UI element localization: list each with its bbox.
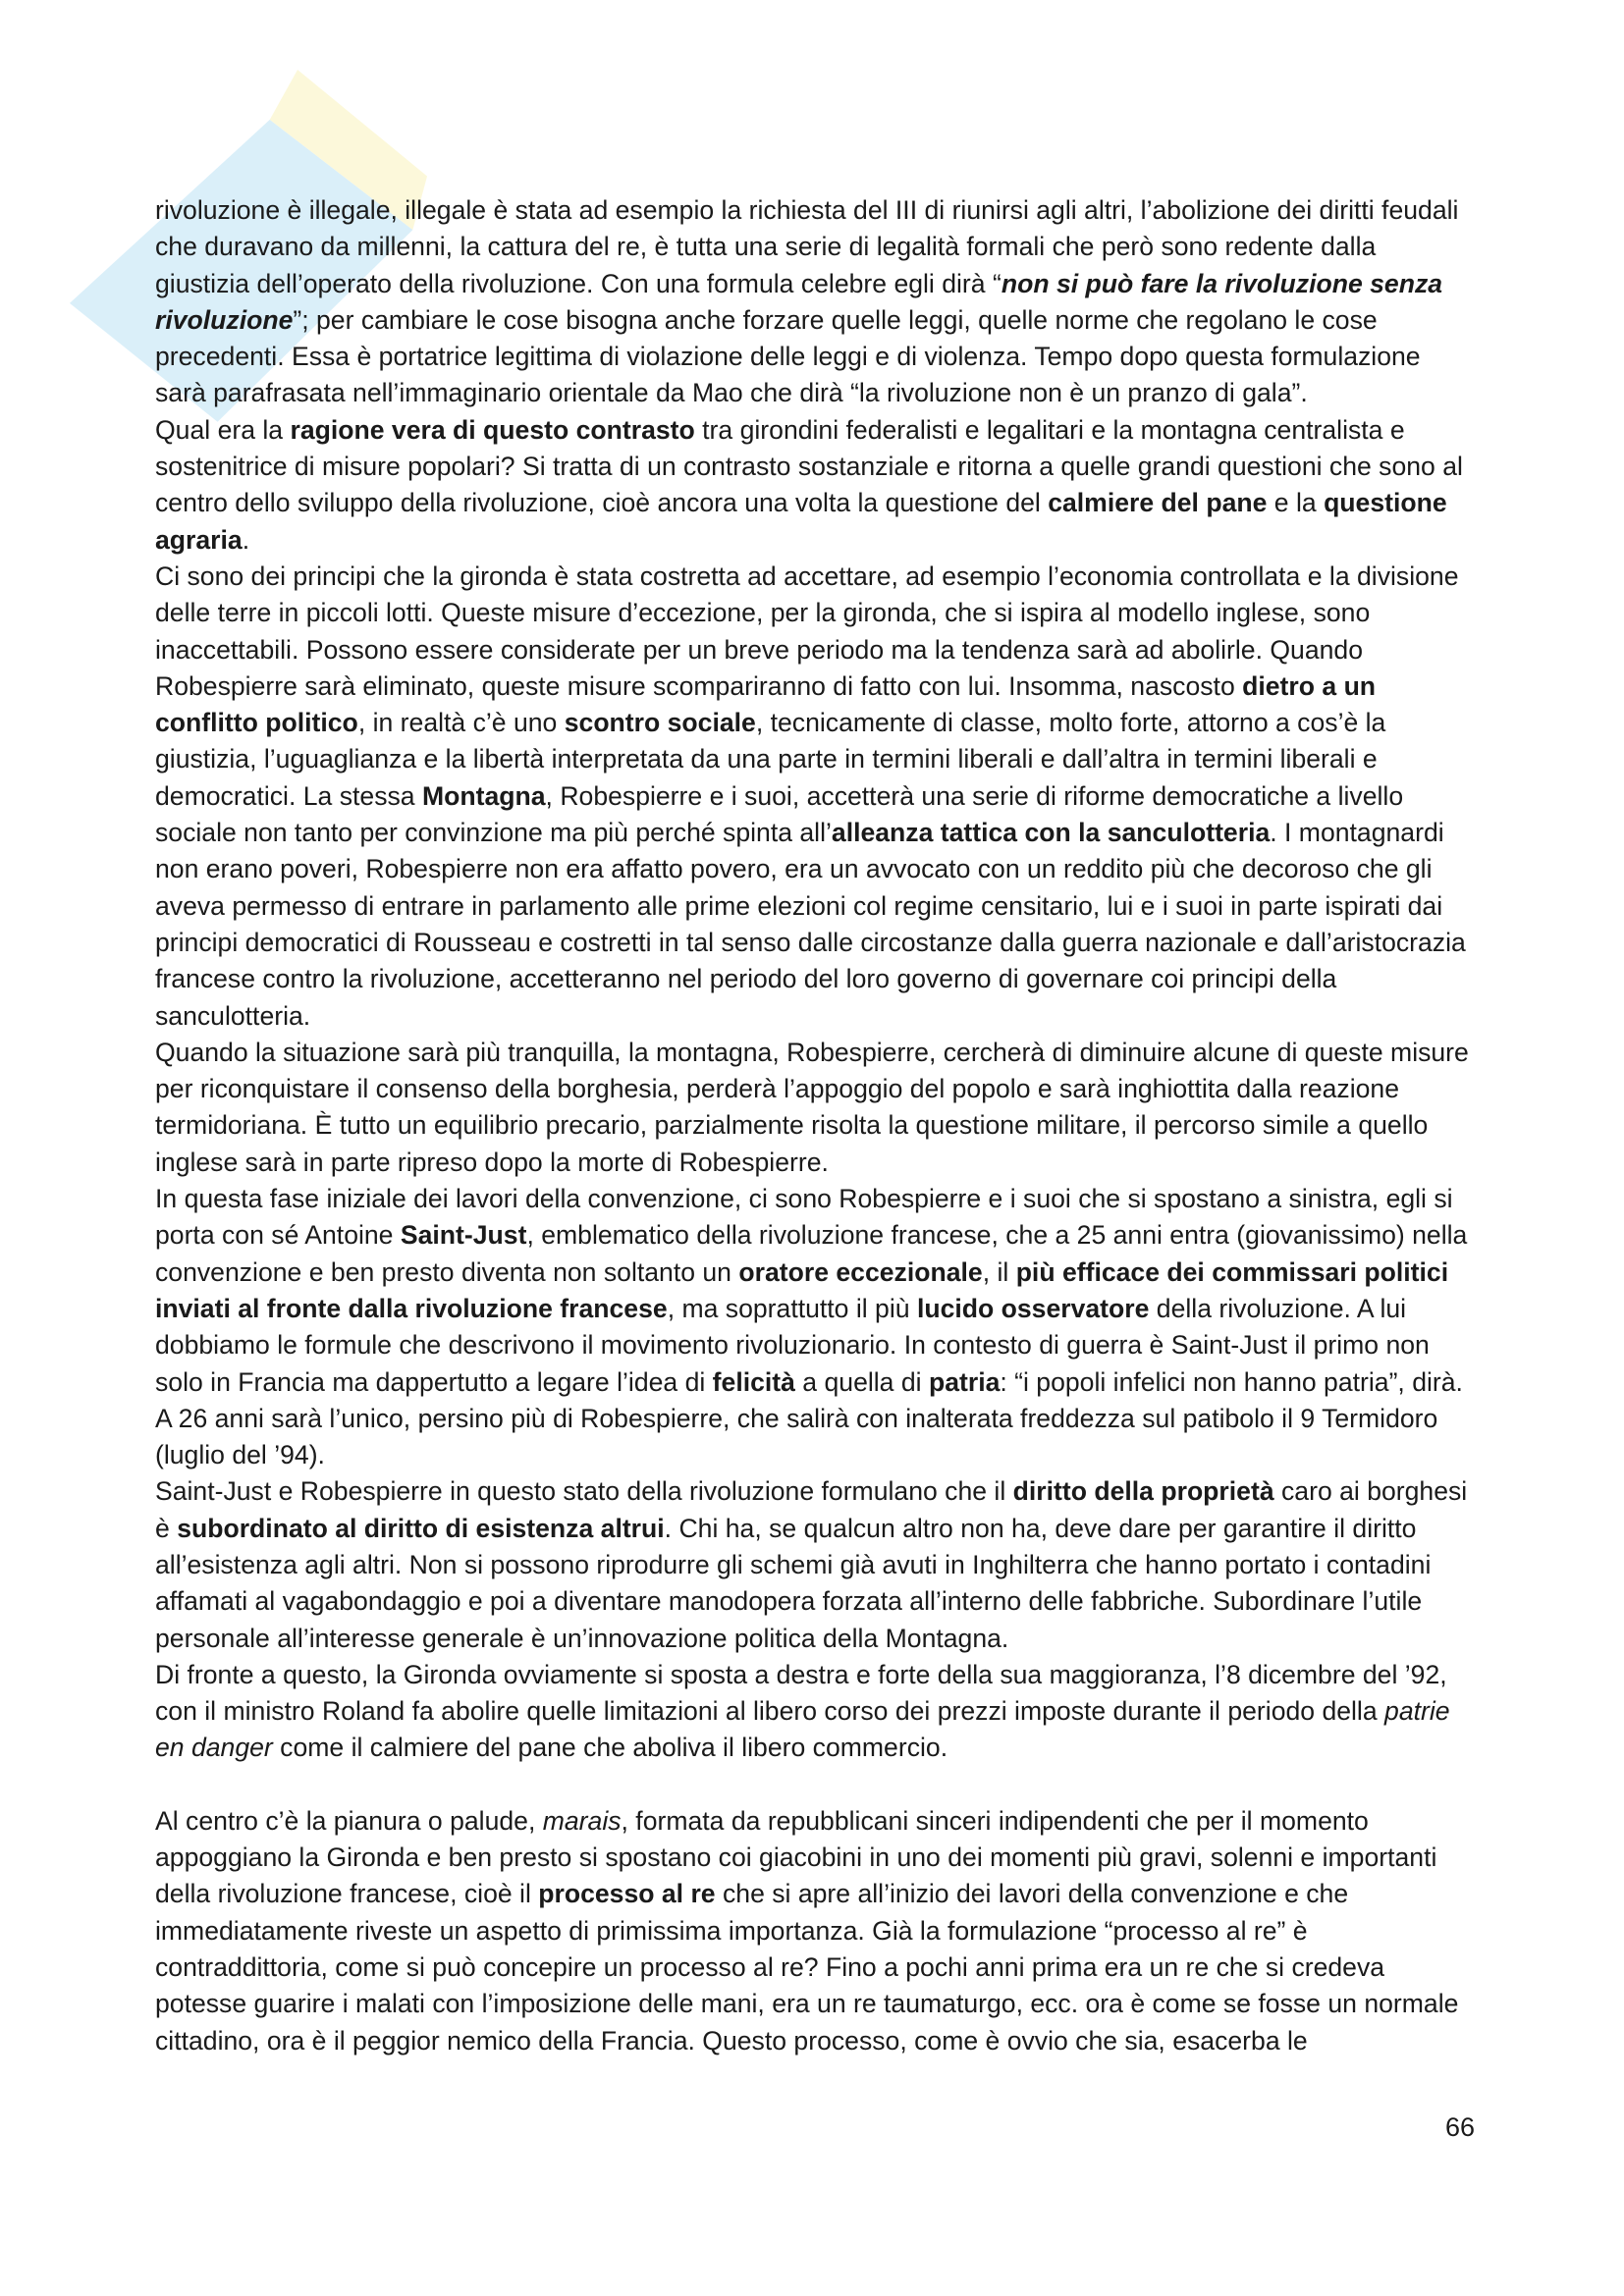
text-run: : “i popoli infelici non hanno patria”, dirà. A 26 anni sarà l’unico, persino più di Robespierre, che salirà con inalterata freddezza sul patibolo il 9 Termidoro (luglio del ’94). [155,1366,1463,1470]
italic-text: patrie en danger [155,1696,1450,1763]
paragraph [155,559,1473,1035]
text-run: come il calmiere del pane che aboliva il libero commercio. [272,1733,948,1763]
text-run: , ma soprattutto il più [667,1293,917,1323]
text-run: caro ai borghesi è [155,1476,1468,1543]
text-run: . I montagnardi non erano poveri, Robespierre non era affatto povero, era un avvocato con un reddito più che decoroso che gli aveva permesso di entrare in parlamento alle prime elezioni col regime censitario, lui e i suoi in parte ispirati dai principi democratici di Rousseau e costretti in tal senso dalle circostanze dalla guerra nazionale e dall’aristocrazia francese contro la rivoluzione, accetteranno nel periodo del loro governo di governare coi principi della sanculotteria. [155,818,1466,1031]
text-run: Qual era la [155,414,291,445]
bold-text: oratore eccezionale [738,1256,983,1287]
text-run: In questa fase iniziale dei lavori della convenzione, ci sono Robespierre e i suoi che si spostano a sinistra, egli si porta con sé Antoine [155,1184,1453,1251]
paragraph [155,1035,1473,1181]
text-run: , emblematico della rivoluzione francese, che a 25 anni entra (giovanissimo) nella convenzione e ben presto diventa non soltanto un [155,1220,1468,1287]
text-run: , in realtà c’è uno [357,708,565,738]
bold-text: più efficace dei commissari politici inviati al fronte dalla rivoluzione francese [155,1256,1449,1323]
bold-text: patria [928,1366,1001,1397]
paragraph [155,192,1473,412]
text-run: tra girondini federalisti e legalitari e la montagna centralista e sostenitrice di misure popolari? Si tratta di un contrasto sostanziale e ritorna a quelle grandi questioni che sono al centro dello sviluppo della rivoluzione, cioè ancora una volta la questione del [155,414,1463,518]
text-run: e la [1267,488,1325,518]
text-run: , tecnicamente di classe, molto forte, attorno a cos’è la giustizia, l’uguaglianza e la libertà interpretata da una parte in termini liberali e dall’altra in termini liberali e democratici. La stessa [155,708,1386,811]
page-number: 66 [1444,2112,1475,2142]
page-text [155,192,1473,2059]
bold-text: lucido osservatore [916,1293,1150,1323]
bold-text: questione agraria [155,488,1447,555]
text-run: rivoluzione è illegale, illegale è stata ad esempio la richiesta del III di riunirsi agli altri, l’abolizione dei diritti feudali che duravano da millenni, la cattura del re, è tutta una serie di legalità formali che però sono redente dalla giustizia dell’operato della rivoluzione. Con una formula celebre egli dirà “ [155,195,1459,298]
bold-text: ragione vera di questo contrasto [290,414,695,445]
text-run: . Chi ha, se qualcun altro non ha, deve dare per garantire il diritto all’esistenza agli altri. Non si possono riprodurre gli schemi già avuti in Inghilterra che hanno portato i contadini affamati al vagabondaggio e poi a diventare manodopera forzata all’interno delle fabbriche. Subordinare l’utile personale all’interesse generale è un’innovazione politica della Montagna. [155,1513,1432,1653]
text-run: della rivoluzione. A lui dobbiamo le formule che descrivono il movimento rivoluzionario. In contesto di guerra è Saint-Just il primo non solo in Francia ma dappertutto a legare l’idea di [155,1293,1430,1397]
bold-text: Saint-Just [400,1220,527,1251]
text-run: . [242,524,250,555]
bold-text: diritto della proprietà [1012,1476,1274,1507]
paragraph [155,1657,1473,1767]
bold-text: felicità [712,1366,795,1397]
bold-text: subordinato al diritto di esistenza altrui [177,1513,665,1543]
bold-text: scontro sociale [564,708,756,738]
bold-text: dietro a un conflitto politico [155,670,1377,738]
text-run: ”; per cambiare le cose bisogna anche forzare quelle leggi, quelle norme che regolano le cose precedenti. Essa è portatrice legittima di violazione delle leggi e di violenza. Tempo dopo questa formulazione sarà parafrasata nell’immaginario orientale da Mao che dirà “la rivoluzione non è un pranzo di gala”. [155,304,1421,408]
paragraph [155,1473,1473,1656]
paragraph [155,412,1473,559]
text-run: Quando la situazione sarà più tranquilla, la montagna, Robespierre, cercherà di diminuire alcune di queste misure per riconquistare il consenso della borghesia, perderà l’appoggio del popolo e sarà inghiottita dalla reazione termidoriana. È tutto un equilibrio precario, parzialmente risolta la questione militare, il percorso simile a quello inglese sarà in parte ripreso dopo la morte di Robespierre. [155,1037,1469,1177]
text-run: Di fronte a questo, la Gironda ovviamente si sposta a destra e forte della sua maggioranza, l’8 dicembre del ’92, con il ministro Roland fa abolire quelle limitazioni al libero corso dei prezzi imposte durante il periodo della [155,1659,1447,1727]
bold-text: processo al re [538,1879,716,1909]
bold-text: calmiere del pane [1048,488,1268,518]
bold-text: Montagna [421,780,546,811]
paragraph-spacer [155,1767,1473,1803]
text-run: , formata da repubblicani sinceri indipendenti che per il momento appoggiano la Gironda e ben presto si spostano coi giacobini in uno dei momenti più gravi, solenni e importanti della rivoluzione francese, cioè il [155,1805,1437,1909]
bold-italic-text: non si può fare la rivoluzione senza rivoluzione [155,268,1443,335]
text-run: a quella di [794,1366,929,1397]
text-run: Saint-Just e Robespierre in questo stato della rivoluzione formulano che il [155,1476,1013,1507]
paragraph [155,1181,1473,1473]
text-run: , Robespierre e i suoi, accetterà una serie di riforme democratiche a livello sociale non tanto per convinzione ma più perché spinta all’ [155,780,1404,848]
bold-text: alleanza tattica con la sanculotteria [831,818,1271,848]
text-run: Al centro c’è la pianura o palude, [155,1805,543,1836]
text-run: Ci sono dei principi che la gironda è stata costretta ad accettare, ad esempio l’economia controllata e la divisione delle terre in piccoli lotti. Queste misure d’eccezione, per la gironda, che si ispira al modello inglese, sono inaccettabili. Possono essere considerate per un breve periodo ma la tendenza sarà ad abolirle. Quando Robespierre sarà eliminato, queste misure scompariranno di fatto con lui. Insomma, nascosto [155,561,1459,701]
paragraph [155,1803,1473,2059]
text-run: , il [982,1256,1016,1287]
italic-text: marais [542,1805,622,1836]
text-run: che si apre all’inizio dei lavori della convenzione e che immediatamente riveste un aspetto di primissima importanza. Già la formulazione “processo al re” è contraddittoria, come si può concepire un processo al re? Fino a pochi anni prima era un re che si credeva potesse guarire i malati con l’imposizione delle mani, era un re taumaturgo, ecc. ora è come se fosse un normale cittadino, ora è il peggior nemico della Francia. Questo processo, come è ovvio che sia, esacerba le [155,1879,1459,2056]
